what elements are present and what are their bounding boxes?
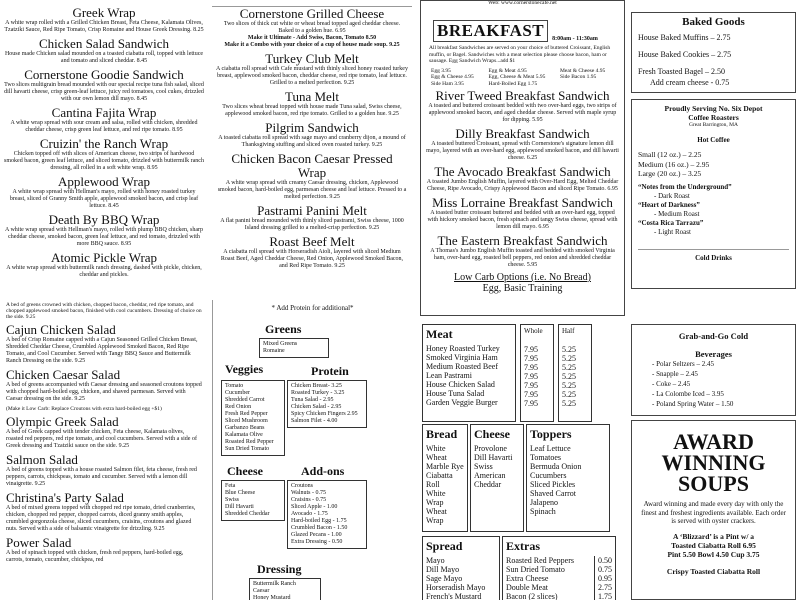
soups-panel xyxy=(627,320,800,600)
veggie-option: Sliced Mushroom xyxy=(225,418,268,424)
melt-name: Tuna Melt xyxy=(284,89,340,104)
topper-option: Cucumbers xyxy=(530,471,567,480)
melt-desc: A ciabatta roll spread with Cafe mustard with thinly sliced honey roasted turkey breast, applewood smoked bacon, cheddar cheese, red ripe tomato, leaf lettuce. Grilled to a melted perfection. 9.25 xyxy=(216,66,408,86)
breakfast-item xyxy=(425,234,620,269)
dressing-option: Caesar xyxy=(253,588,270,594)
melt-item xyxy=(216,204,408,232)
addons-box xyxy=(287,480,367,549)
breakfast-price: Egg & Cheese 4.95 xyxy=(431,74,474,80)
wrap-name: Death By BBQ Wrap xyxy=(48,212,160,227)
melt-desc: A flat panini bread mounded with thinly sliced pastrami, Swiss cheese, 1000 Island dressing grilled to a melted-crisp perfection. 9.25 xyxy=(220,218,404,231)
topper-option: Shaved Carrot xyxy=(530,489,576,498)
breakfast-price: Side Ham 3.95 xyxy=(431,80,464,87)
extra-option: Double Meat xyxy=(506,583,548,592)
melt-name: Pastrami Panini Melt xyxy=(257,203,367,218)
wrap-name: Greek Wrap xyxy=(72,5,136,20)
baked-goods-box xyxy=(631,12,796,93)
salad-item xyxy=(6,536,202,564)
extras-title: Extras xyxy=(506,539,540,553)
breakfast-title: BREAKFAST xyxy=(433,20,548,42)
wrap-name: Applewood Wrap xyxy=(57,174,151,189)
meat-box xyxy=(422,324,516,422)
wrap-desc: Chicken topped off with slices of American cheese, two strips of hardwood smoked bacon, green leaf lettuce, and sliced tomato, drizzled with buttermilk ranch dressing, all rolled in a soft white wrap. 8.95 xyxy=(4,151,204,171)
breakfast-hours: 8:00am - 11:30am xyxy=(552,36,598,42)
deli-cheese-title: Cheese xyxy=(474,427,510,441)
breakfast-price: Side Bacon 1.95 xyxy=(560,74,597,80)
cheese-option: Feta xyxy=(225,483,236,489)
cheese-box-deli xyxy=(470,424,524,532)
salad-desc: A bed of greens topped with a house roasted Salmon filet, feta cheese, fresh red peppers, carrots, chickpeas, tomato and cucumber. Served with a lemon dill vinaigrette. 9.25 xyxy=(6,467,197,487)
wrap-item xyxy=(4,6,204,34)
salad-desc: A bed of greens accompanied with Caesar dressing and seasoned croutons topped with chopped hard-boiled egg, chicken, and shaved parmesan. Served with Caesar dressing on the side. 9.25 xyxy=(6,382,202,402)
addon-option: Craisins - 0.75 xyxy=(291,497,327,503)
baked-item: House Baked Muffins – 2.75 xyxy=(638,33,731,42)
dressing-title: Dressing xyxy=(257,562,302,576)
breakfast-name: The Eastern Breakfast Sandwich xyxy=(437,233,608,248)
whole-price: 7.95 xyxy=(524,390,538,399)
greens-title: Greens xyxy=(265,322,302,336)
veggie-option: Shredded Carrot xyxy=(225,397,265,403)
melt-desc: A ciabatta roll spread with Horseradish Aioli, layered with sliced Medium Roast Beef, Aged Cheddar Cheese, Red Onion, Applewood Smoked Bacon, and Red Ripe Tomato. 9.25 xyxy=(220,249,404,269)
melt-name: Roast Beef Melt xyxy=(269,234,355,249)
wrap-item xyxy=(4,137,204,172)
coffee-box xyxy=(631,99,796,289)
melt-name: Turkey Club Melt xyxy=(265,51,359,66)
egg-basic: Egg, Basic Training xyxy=(482,283,563,294)
protein-title: Protein xyxy=(311,364,349,378)
beverage-option: - La Colombe Iced – 3.95 xyxy=(652,390,724,398)
wrap-desc: A white wrap spread with sour cream and salsa, rolled with chicken, shredded cheddar cheese, crisp green leaf lettuce, and red ripe tomato. 8.95 xyxy=(10,120,198,133)
cheese-option: Provolone xyxy=(474,444,507,453)
coffee-size: Medium (16 oz.) – 2.95 xyxy=(638,159,710,169)
spread-option: Horseradish Mayo xyxy=(426,583,486,592)
meat-option: Smoked Virginia Ham xyxy=(426,353,498,362)
half-price: 5.25 xyxy=(562,399,576,408)
melt-item xyxy=(216,121,408,149)
bread-option: Wheat Wrap xyxy=(426,507,447,525)
salad-desc: A bed of Crisp Romaine capped with a Cajun Seasoned Grilled Chicken Breast, Shredded Cheddar Cheese, Crumbled Applewood Smoked Bacon, Red Ripe Tomato, and Cool Cucumber. Served with Tangy BBQ Sauce and Buttermilk Ranch Dressing on the side. 9.25 xyxy=(6,337,198,364)
spread-option: Mayo xyxy=(426,556,445,565)
wrap-name: Cornerstone Goodie Sandwich xyxy=(24,67,184,82)
wrap-desc: A white wrap spread with Hellman's mayo, rolled with plump BBQ chicken, sharp cheddar cheese, smoked bacon, green leaf lettuce, and red tomato, drizzled with more BBQ sauce. 8.95 xyxy=(4,227,204,247)
cheese-option: Shredded Cheddar xyxy=(225,511,270,517)
wrap-item xyxy=(4,68,204,103)
salad-desc: A bed of mixed greens topped with chopped red ripe tomato, dried cranberries, chicken, chopped red pepper, chopped carrots, diced granny smith apples, crumbled gorgonzola cheese, sliced cucumbers, craisins, croutons and glazed nuts. Served with a side of balsamic vinaigrette for drizzling. 9.25 xyxy=(6,505,196,532)
meat-title: Meat xyxy=(426,327,453,341)
salad-desc: A bed of Greek capped with tender chicken, Feta cheese, Kalamata olives, roasted red peppers, red ripe tomato, and cool cucumbers. Served with a side of Greek dressing and Tzatziki sauce on the side. 9.25 xyxy=(6,429,197,449)
bread-title: Bread xyxy=(426,427,458,441)
extra-price: 1.75 xyxy=(598,592,612,600)
coffee-roasters: Coffee Roasters xyxy=(688,113,739,122)
half-price: 5.25 xyxy=(562,381,576,390)
salad-top-desc: A bed of greens crowned with chicken, chopped bacon, cheddar, red ripe tomato, and chopped applewood smoked bacon, finished with cool cucumbers. Dressing of choice on the side. 9.25 xyxy=(6,302,202,320)
veggie-option: Tomato xyxy=(225,383,244,389)
breakfast-item xyxy=(425,165,620,193)
breakfast-item xyxy=(425,127,620,162)
blizzard-price: Toasted Ciabatta Roll 6.95 xyxy=(671,540,756,550)
veggie-option: Roasted Red Pepper xyxy=(225,439,274,445)
breakfast-price: Hard-Boiled Egg 1.75 xyxy=(488,80,538,87)
low-carb-title: Low Carb Options (i.e. No Bread) xyxy=(454,272,591,283)
wrap-desc: A white wrap spread with buttermilk ranch dressing, dashed with pickle, chicken, cheddar and pickles. xyxy=(6,265,202,278)
toppers-title: Toppers xyxy=(530,427,572,441)
beverage-option: - Poland Spring Water – 1.50 xyxy=(652,400,734,408)
whole-price: 7.95 xyxy=(524,345,538,354)
half-price: 5.25 xyxy=(562,363,576,372)
addon-option: Glazed Pecans - 1.00 xyxy=(291,532,342,538)
salad-item xyxy=(6,323,202,365)
salad-name: Christina's Party Salad xyxy=(6,490,124,505)
half-price: 5.25 xyxy=(562,345,576,354)
whole-price: 7.95 xyxy=(524,381,538,390)
salad-item xyxy=(6,453,202,488)
melt-desc: A white wrap spread with creamy Caesar dressing, chicken, Applewood smoked bacon, hard-boiled egg, parmesan cheese and leaf lettuce. Pressed to a melted perfection. 9.25 xyxy=(217,180,407,200)
melt-item xyxy=(216,152,408,201)
extra-price: 0.50 xyxy=(598,556,612,565)
half-price: 5.25 xyxy=(562,390,576,399)
spread-box xyxy=(422,536,500,600)
beverage-option: - Snapple – 2.45 xyxy=(652,370,698,378)
toppers-box xyxy=(526,424,610,532)
cheese-box xyxy=(221,480,285,521)
half-title: Half xyxy=(562,327,575,335)
veggie-option: Sun Dried Tomato xyxy=(225,446,270,452)
veggie-option: Red Onion xyxy=(225,404,252,410)
coffee-size: Small (12 oz.) – 2.25 xyxy=(638,150,702,159)
breakfast-price: Egg 3.95 xyxy=(431,67,451,74)
blend-name: “Heart of Darkness” xyxy=(638,200,700,209)
greens-box xyxy=(259,338,329,358)
award-line-3: SOUPS xyxy=(678,471,749,496)
baked-item: Add cream cheese - 0.75 xyxy=(650,78,730,87)
soup-box xyxy=(631,420,796,600)
blend-name: “Notes from the Underground” xyxy=(638,182,732,191)
beverage-option: - Polar Seltzers – 2.45 xyxy=(652,360,715,368)
bread-option: White xyxy=(426,444,446,453)
salad-name: Olympic Greek Salad xyxy=(6,414,119,429)
veggie-option: Cucumber xyxy=(225,390,250,396)
hot-coffee-title: Hot Coffee xyxy=(697,136,730,144)
wrap-item xyxy=(4,251,204,279)
wrap-name: Cruizin' the Ranch Wrap xyxy=(39,136,169,151)
beverages-title: Beverages xyxy=(695,349,732,359)
protein-option: Chicken Salad - 2.95 xyxy=(291,404,342,410)
coffee-panel xyxy=(627,0,800,316)
bread-option: Ciabatta xyxy=(426,471,453,480)
spread-option: French's Mustard xyxy=(426,592,482,600)
blend-roast: - Light Roast xyxy=(654,227,691,236)
cheese-option: American xyxy=(474,471,506,480)
cheese-title: Cheese xyxy=(227,464,263,478)
melt-name: Cornerstone Grilled Cheese xyxy=(239,6,385,21)
melt-item xyxy=(216,235,408,270)
cheese-option: Swiss xyxy=(225,497,240,503)
addon-option: Hard-boiled Egg - 1.75 xyxy=(291,518,347,524)
baked-item: Fresh Toasted Bagel – 2.50 xyxy=(638,67,726,76)
veggie-option: Kalamata Olive xyxy=(225,432,263,438)
salad-name: Chicken Caesar Salad xyxy=(6,367,121,382)
cold-drinks-title: Cold Drinks xyxy=(638,249,789,262)
dressing-option: Honey Mustard xyxy=(253,595,291,600)
bread-option: Roll xyxy=(426,480,440,489)
breakfast-panel xyxy=(420,0,625,316)
whole-box xyxy=(520,324,554,422)
extra-price: 2.75 xyxy=(598,583,612,592)
topper-option: Jalapeno xyxy=(530,498,558,507)
protein-option: Roasted Turkey - 3.25 xyxy=(291,390,345,396)
coffee-heading: Proudly Serving No. Six Depot xyxy=(664,104,763,113)
whole-title: Whole xyxy=(524,327,543,335)
addon-option: Extra Dressing - 0.50 xyxy=(291,539,343,545)
wrap-item xyxy=(4,37,204,65)
meat-option: House Chicken Salad xyxy=(426,380,495,389)
blend-roast: - Dark Roast xyxy=(654,191,690,200)
whole-price: 7.95 xyxy=(524,399,538,408)
coffee-location: Great Barrington, MA xyxy=(688,122,739,128)
protein-option: Chicken Breast- 3.25 xyxy=(291,383,342,389)
veggie-option: Fresh Red Pepper xyxy=(225,411,268,417)
melt-desc: A toasted ciabatta roll spread with sage mayo and cranberry dijon, a mound of Thanksgiving stuffing and sliced oven roasted turkey. 9.25 xyxy=(218,135,406,148)
breakfast-price: Egg, Cheese & Meat 5.95 xyxy=(488,74,546,80)
wraps-panel xyxy=(0,0,208,300)
protein-option: Spicy Chicken Fingers 2.95 xyxy=(291,411,358,417)
breakfast-desc: A toasted Jumbo English Muffin, layered with Over-Hard Egg, Melted Cheddar Cheese, Ripe Avocado, Crispy Applewood Bacon and sliced Ripe Tomato. 6.95 xyxy=(426,179,619,192)
melts-panel xyxy=(212,0,412,300)
grab-title: Grab-and-Go Cold xyxy=(678,331,749,341)
greens-option: Mixed Greens xyxy=(263,341,298,347)
build-salad-panel xyxy=(212,300,412,600)
melt-item xyxy=(216,90,408,118)
half-price: 5.25 xyxy=(562,354,576,363)
topper-option: Spinach xyxy=(530,507,556,516)
addons-title: Add-ons xyxy=(301,464,345,478)
soup-desc: Award winning and made every day with only the finest and freshest ingredients available. Each order is served with oyster crackers. xyxy=(641,500,786,525)
protein-option: Salmon Filet - 4.00 xyxy=(291,418,338,424)
whole-price: 7.95 xyxy=(524,372,538,381)
melt-desc: Two slices wheat bread topped with house made Tuna salad, Swiss cheese, applewood smoked bacon, red ripe tomato. Grilled to a golden hue. 9.25 xyxy=(222,104,402,117)
wrap-name: Atomic Pickle Wrap xyxy=(50,250,158,265)
breakfast-price: Meat & Cheese 4.95 xyxy=(560,67,606,74)
protein-note: * Add Protein for additional* xyxy=(271,304,354,312)
salad-name: Cajun Chicken Salad xyxy=(6,322,116,337)
melt-desc: Two slices of thick cut white or wheat bread topped aged cheddar cheese. Baked to a golden hue. 6.95 xyxy=(223,21,401,34)
salad-name: Power Salad xyxy=(6,535,72,550)
addon-option: Avocado - 1.75 xyxy=(291,511,328,517)
bread-box xyxy=(422,424,468,532)
melt-item xyxy=(216,52,408,87)
low-carb-note: (Make it Low Carb: Replace Croutons with extra hard-boiled egg +$1) xyxy=(6,406,162,412)
melt-extra: Make it a Combo with your choice of a cup of house made soup. 9.25 xyxy=(224,42,400,48)
meat-option: House Tuna Salad xyxy=(426,389,485,398)
greens-option: Romaine xyxy=(263,348,285,354)
bread-option: Wheat xyxy=(426,453,447,462)
crispy-roll: Crispy Toasted Ciabatta Roll xyxy=(666,566,761,576)
veggies-title: Veggies xyxy=(225,362,264,376)
soup-sizes: Pint 5.50 Bowl 4.50 Cup 3.75 xyxy=(667,549,760,559)
wrap-desc: A white wrap spread with Hellman's mayo, rolled with honey roasted turkey breast, sliced of Granny Smith apple, applewood smoked bacon, and crisp leaf lettuce. 8.45 xyxy=(9,189,199,209)
wrap-item xyxy=(4,106,204,134)
meat-option: Honey Roasted Turkey xyxy=(426,344,500,353)
extra-price: 0.75 xyxy=(598,565,612,574)
breakfast-desc: A toasted butter croissant buttered and bedded with an over-hard egg, topped with hickory smoked bacon, fresh spinach and tangy Swiss cheese, spread with lemon dill mayo. 6.95 xyxy=(427,210,618,230)
salad-desc: A bed of spinach topped with chicken, fresh red peppers, hard-boiled egg, carrots, tomato, cucumber, chickpea, red xyxy=(6,550,184,563)
topper-option: Bermuda Onion xyxy=(530,462,582,471)
salad-item xyxy=(6,415,202,450)
cheese-option: Dill Havarti xyxy=(225,504,254,510)
award-line-1: AWARD xyxy=(673,429,754,454)
breakfast-desc: A Thomas's Jumbo English Muffin toasted and bedded with smoked Virginia ham, over-hard egg, roasted bell peppers, red onion and shredded cheddar cheese. 5.95 xyxy=(430,248,615,268)
extra-option: Sun Dried Tomato xyxy=(506,565,565,574)
protein-box xyxy=(287,380,367,428)
wrap-desc: A white wrap rolled with a Grilled Chicken Breast, Feta Cheese, Kalamata Olives, Tzatziki Sauce, Red Ripe Tomato, Crisp Romaine and House Greek Dressing. 8.25 xyxy=(4,20,204,33)
extra-option: Bacon (2 slices) xyxy=(506,592,558,600)
wrap-desc: Two slices multigrain bread mounded with our special recipe tuna fish salad, sliced dill havarti cheese, crisp green-leaf lettuce, juicy red tomatoes, cool cukes, drizzled with our own lemon dill mayo. 8.45 xyxy=(4,82,204,102)
cheese-option: Swiss xyxy=(474,462,493,471)
addon-option: Croutons xyxy=(291,483,314,489)
cheese-option: Blue Cheese xyxy=(225,490,256,496)
breakfast-desc: A toasted and buttered croissant bedded with two over-hard eggs, two strips of applewood smoked bacon, and aged cheddar cheese. Served with maple syrup for dipping. 5.95 xyxy=(428,103,617,123)
breakfast-name: River Tweed Breakfast Sandwich xyxy=(435,88,610,103)
salad-item xyxy=(6,491,202,533)
coffee-size: Large (20 oz.) – 3.25 xyxy=(638,169,702,178)
breakfast-name: Miss Lorraine Breakfast Sandwich xyxy=(432,195,613,210)
extras-box xyxy=(502,536,616,600)
protein-option: Tuna Salad - 2.95 xyxy=(291,397,334,403)
blend-roast: - Medium Roast xyxy=(654,209,700,218)
breakfast-name: The Avocado Breakfast Sandwich xyxy=(434,164,611,179)
half-price: 5.25 xyxy=(562,372,576,381)
meat-option: Garden Veggie Burger xyxy=(426,398,498,407)
extra-price: 0.95 xyxy=(598,574,612,583)
wrap-name: Cantina Fajita Wrap xyxy=(51,105,157,120)
wrap-item xyxy=(4,175,204,210)
bread-option: White Wrap xyxy=(426,489,446,507)
melt-extra: Make it Ultimate - Add Swiss, Bacon, Tomato 8.50 xyxy=(247,35,377,41)
meat-option: Medium Roasted Beef xyxy=(426,362,498,371)
whole-price: 7.95 xyxy=(524,363,538,372)
grab-box xyxy=(631,324,796,416)
salads-panel xyxy=(0,300,208,600)
cheese-option: Dill Havarti xyxy=(474,453,513,462)
salad-item xyxy=(6,368,202,403)
melt-name: Chicken Bacon Caesar Pressed Wrap xyxy=(231,151,393,180)
bread-option: Marble Rye xyxy=(426,462,464,471)
wrap-desc: House made Chicken salad mounded on a toasted ciabatta roll, topped with lettuce and tomato and sliced cheddar. 8.45 xyxy=(4,51,204,64)
blizzard-line: A ‘Blizzard’ is a Pint w/ a xyxy=(672,531,755,541)
breakfast-name: Dilly Breakfast Sandwich xyxy=(455,126,590,141)
website: Web: www.cornerstonecafe.net xyxy=(488,0,557,6)
wrap-item xyxy=(4,213,204,248)
addon-option: Sliced Apple - 1.00 xyxy=(291,504,338,510)
salad-name: Salmon Salad xyxy=(6,452,78,467)
cheese-option: Cheddar xyxy=(474,480,502,489)
topper-option: Leaf Lettuce xyxy=(530,444,571,453)
breakfast-price: Egg & Meat 4.95 xyxy=(488,67,527,74)
award-line-2: WINNING xyxy=(661,450,766,475)
spread-title: Spread xyxy=(426,539,463,553)
topper-option: Sliced Pickles xyxy=(530,480,576,489)
addon-option: Walnuts - 0.75 xyxy=(291,490,327,496)
spread-option: Dill Mayo xyxy=(426,565,460,574)
breakfast-item xyxy=(425,196,620,231)
breakfast-item xyxy=(425,89,620,124)
breakfast-intro: All breakfast Sandwiches are served on your choice of buttered Croissant, English muffin, or Bagel. Sandwiches with a meat selection please choose bacon, ham or sausage. Egg Sandwich Wraps...add $1 xyxy=(429,45,611,64)
dressing-option: Buttermilk Ranch xyxy=(253,581,296,587)
breakfast-desc: A toasted buttered Croissant, spread with Cornerstone's signature lemon dill mayo, layered with an over-hard egg, applewood smoked bacon, and dill havarti cheese. 6.25 xyxy=(426,141,619,161)
wrap-name: Chicken Salad Sandwich xyxy=(39,36,169,51)
blend-name: “Costa Rica Tarrazu” xyxy=(638,218,704,227)
deli-panel xyxy=(420,320,625,600)
addon-option: Crumbled Bacon - 1.50 xyxy=(291,525,348,531)
veggies-box xyxy=(221,380,285,456)
extra-option: Roasted Red Peppers xyxy=(506,556,574,565)
spread-option: Sage Mayo xyxy=(426,574,463,583)
melt-name: Pilgrim Sandwich xyxy=(265,120,359,135)
beverage-option: - Coke – 2.45 xyxy=(652,380,691,388)
melt-item xyxy=(216,7,408,49)
dressing-box xyxy=(249,578,321,600)
topper-option: Tomatoes xyxy=(530,453,561,462)
baked-title: Baked Goods xyxy=(682,16,745,28)
baked-item: House Baked Cookies – 2.75 xyxy=(638,50,732,59)
half-box xyxy=(558,324,592,422)
whole-price: 7.95 xyxy=(524,354,538,363)
meat-option: Lean Pastrami xyxy=(426,371,472,380)
extra-option: Extra Cheese xyxy=(506,574,549,583)
veggie-option: Garbanzo Beans xyxy=(225,425,265,431)
